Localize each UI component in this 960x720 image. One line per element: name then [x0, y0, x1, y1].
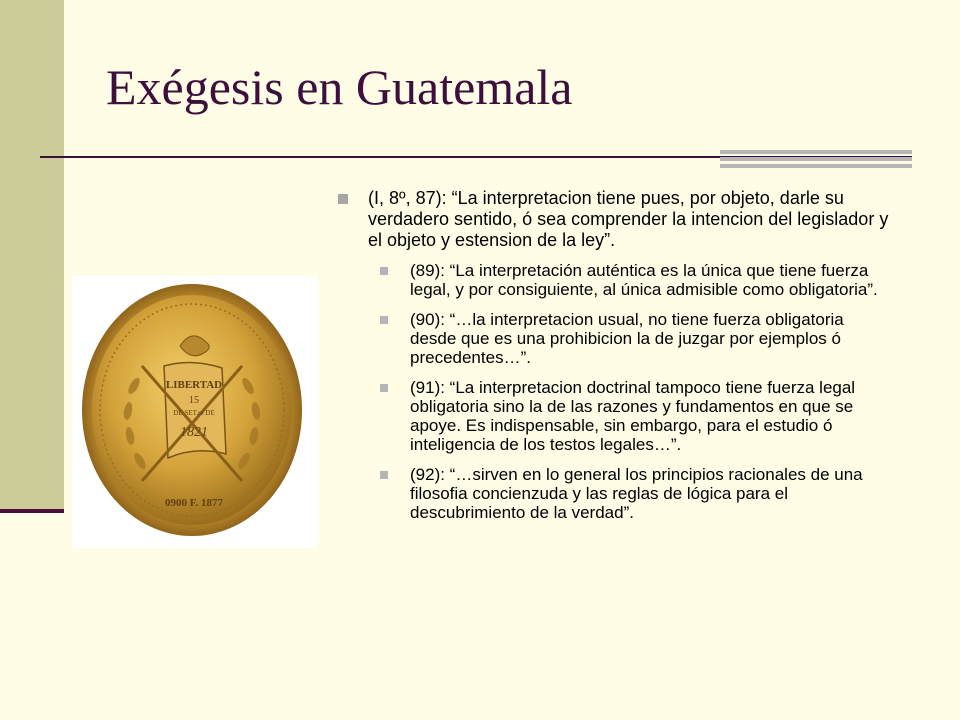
- sub-bullet-list: [380, 261, 894, 522]
- coin-bottom-text: 0900 F. 1877: [165, 497, 223, 509]
- sub-bullet-text: (89): “La interpretación auténtica es la única que tiene fuerza legal, y por consiguiente, al única admisible como obligatoria”.: [410, 261, 878, 299]
- bullet-square-icon: [380, 471, 388, 479]
- sub-bullet-text: (90): “…la interpretacion usual, no tiene fuerza obligatoria desde que es una prohibicion la de juzgar por ejemplos ó precedentes…”.: [410, 310, 844, 367]
- bullet-square-icon: [380, 384, 388, 392]
- coin-scroll-line-2: 15: [189, 395, 199, 406]
- title-accent-stripes: [720, 150, 912, 168]
- coin-scroll-line-3: DE SET.re DE: [173, 409, 215, 417]
- sub-bullet: [380, 310, 894, 367]
- sub-bullet-text: (92): “…sirven en lo general los principios racionales de una filosofia concienzuda y las reglas de lógica para el descubrimiento de la verdad”.: [410, 465, 863, 522]
- gold-coin-icon: [72, 276, 318, 548]
- coin-scroll-line-1: LIBERTAD: [165, 379, 223, 391]
- main-bullet-text: (I, 8º, 87): “La interpretacion tiene pues, por objeto, darle su verdadero sentido, ó sea comprender la intencion del legislador y el objeto y estension de la ley”.: [368, 188, 889, 250]
- sub-bullet: [380, 378, 894, 454]
- main-bullet: [338, 188, 894, 251]
- sub-bullet-text: (91): “La interpretacion doctrinal tampoco tiene fuerza legal obligatoria sino la de las razones y fundamentos en que se apoye. Es indispensable, sin embargo, para el estudio ó inteligencia de los testos legales…”.: [410, 378, 856, 454]
- sub-bullet: [380, 465, 894, 522]
- slide-title: Exégesis en Guatemala: [106, 59, 573, 115]
- side-decor-bar-foot: [0, 509, 64, 513]
- side-decor-bar: [0, 0, 64, 512]
- bullet-square-icon: [380, 267, 388, 275]
- slide-content: [338, 188, 894, 533]
- bullet-square-icon: [380, 316, 388, 324]
- bullet-square-icon: [338, 194, 348, 204]
- coin-scroll-line-4: 1821: [180, 425, 208, 440]
- coin-image: [72, 276, 318, 548]
- sub-bullet: [380, 261, 894, 299]
